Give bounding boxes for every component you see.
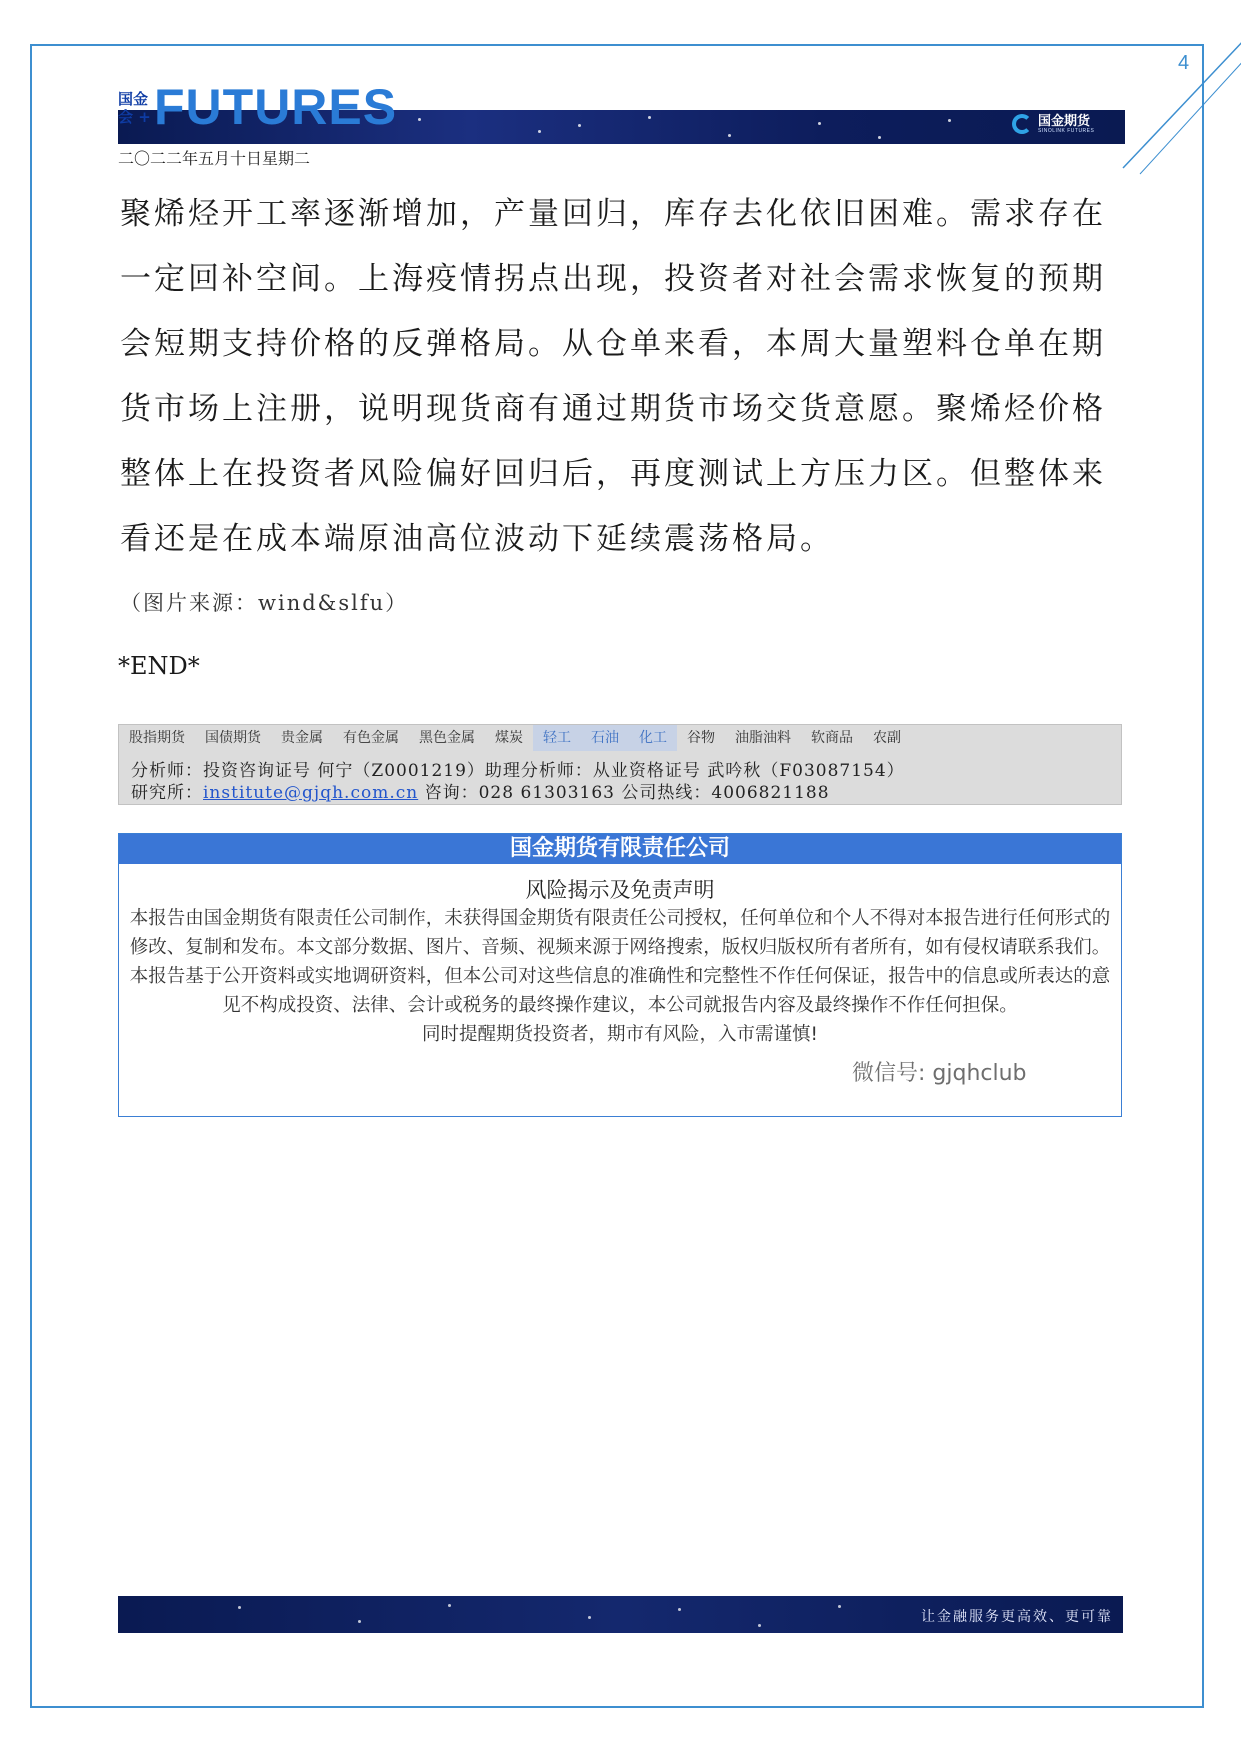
brand-mark-icon xyxy=(1012,114,1032,134)
category-item[interactable]: 股指期货 xyxy=(129,730,185,746)
analyst-line: 分析师：投资咨询证号 何宁（Z0001219）助理分析师：从业资格证号 武吟秋（F03087154） xyxy=(131,761,905,781)
category-item[interactable]: 轻工 xyxy=(533,725,581,751)
disclaimer-paragraph-1: 本报告由国金期货有限责任公司制作，未获得国金期货有限责任公司授权，任何单位和个人不得对本报告进行任何形式的修改、复制和发布。本文部分数据、图片、音频、视频来源于网络搜索，版权归版权所有者所有，如有侵权请联系我们。 xyxy=(129,908,1111,958)
disclaimer-title: 风险揭示及免责声明 xyxy=(525,878,715,902)
page-number: 4 xyxy=(1178,52,1190,74)
footer-slogan: 让金融服务更高效、更可靠 xyxy=(921,1609,1113,1625)
image-source-note: （图片来源：wind&slfu） xyxy=(120,591,409,615)
category-item[interactable]: 化工 xyxy=(629,725,677,751)
category-item[interactable]: 国债期货 xyxy=(205,730,261,746)
category-item[interactable]: 有色金属 xyxy=(343,730,399,746)
disclaimer-paragraph-3: 同时提醒期货投资者，期市有风险，入市需谨慎! xyxy=(422,1024,818,1045)
wechat-watermark: 微信号: gjqhclub xyxy=(852,1061,1027,1086)
category-item[interactable]: 油脂油料 xyxy=(735,730,791,746)
category-item[interactable]: 谷物 xyxy=(687,730,715,746)
category-item[interactable]: 黑色金属 xyxy=(419,730,475,746)
category-item[interactable]: 石油 xyxy=(581,725,629,751)
analyst-info-box xyxy=(118,724,1122,805)
category-item[interactable]: 贵金属 xyxy=(281,730,323,746)
body-paragraph: 聚烯烃开工率逐渐增加，产量回归，库存去化依旧困难。需求存在一定回补空间。上海疫情拐点出现，投资者对社会需求恢复的预期会短期支持价格的反弹格局。从仓单来看，本周大量塑料仓单在期货市场上注册，说明现货商有通过期货市场交货意愿。聚烯烃价格整体上在投资者风险偏好回归后，再度测试上方压力区。但整体来看还是在成本端原油高位波动下延续震荡格局。 xyxy=(120,196,1106,557)
logo-en: FUTURES xyxy=(154,79,398,135)
report-date: 二〇二二年五月十日星期二 xyxy=(118,149,311,168)
end-marker: *END* xyxy=(118,652,200,680)
category-item[interactable]: 煤炭 xyxy=(495,730,523,746)
category-bar xyxy=(119,725,1121,751)
institute-label: 研究所： xyxy=(131,783,203,803)
institute-line xyxy=(131,778,830,803)
category-item[interactable]: 农副 xyxy=(873,730,901,746)
footer-banner xyxy=(118,1596,1123,1633)
logo-cn: 国金 会 + xyxy=(118,90,151,126)
contact-info: 咨询：028 61303163 公司热线：4006821188 xyxy=(418,783,830,803)
company-name: 国金期货有限责任公司 xyxy=(119,834,1121,864)
brand-name: 国金期货 xyxy=(1038,113,1091,129)
disclaimer-paragraph-2: 本报告基于公开资料或实地调研资料，但本公司对这些信息的准确性和完整性不作任何保证，报告中的信息或所表达的意见不构成投资、法律、会计或税务的最终操作建议，本公司就报告内容及最终操作不作任何担保。 xyxy=(129,966,1111,1016)
institute-email-link[interactable]: institute@gjqh.com.cn xyxy=(203,783,419,803)
brand-logo xyxy=(1012,114,1094,134)
category-item[interactable]: 软商品 xyxy=(811,730,853,746)
brand-sub: SINOLINK FUTURES xyxy=(1038,127,1095,134)
